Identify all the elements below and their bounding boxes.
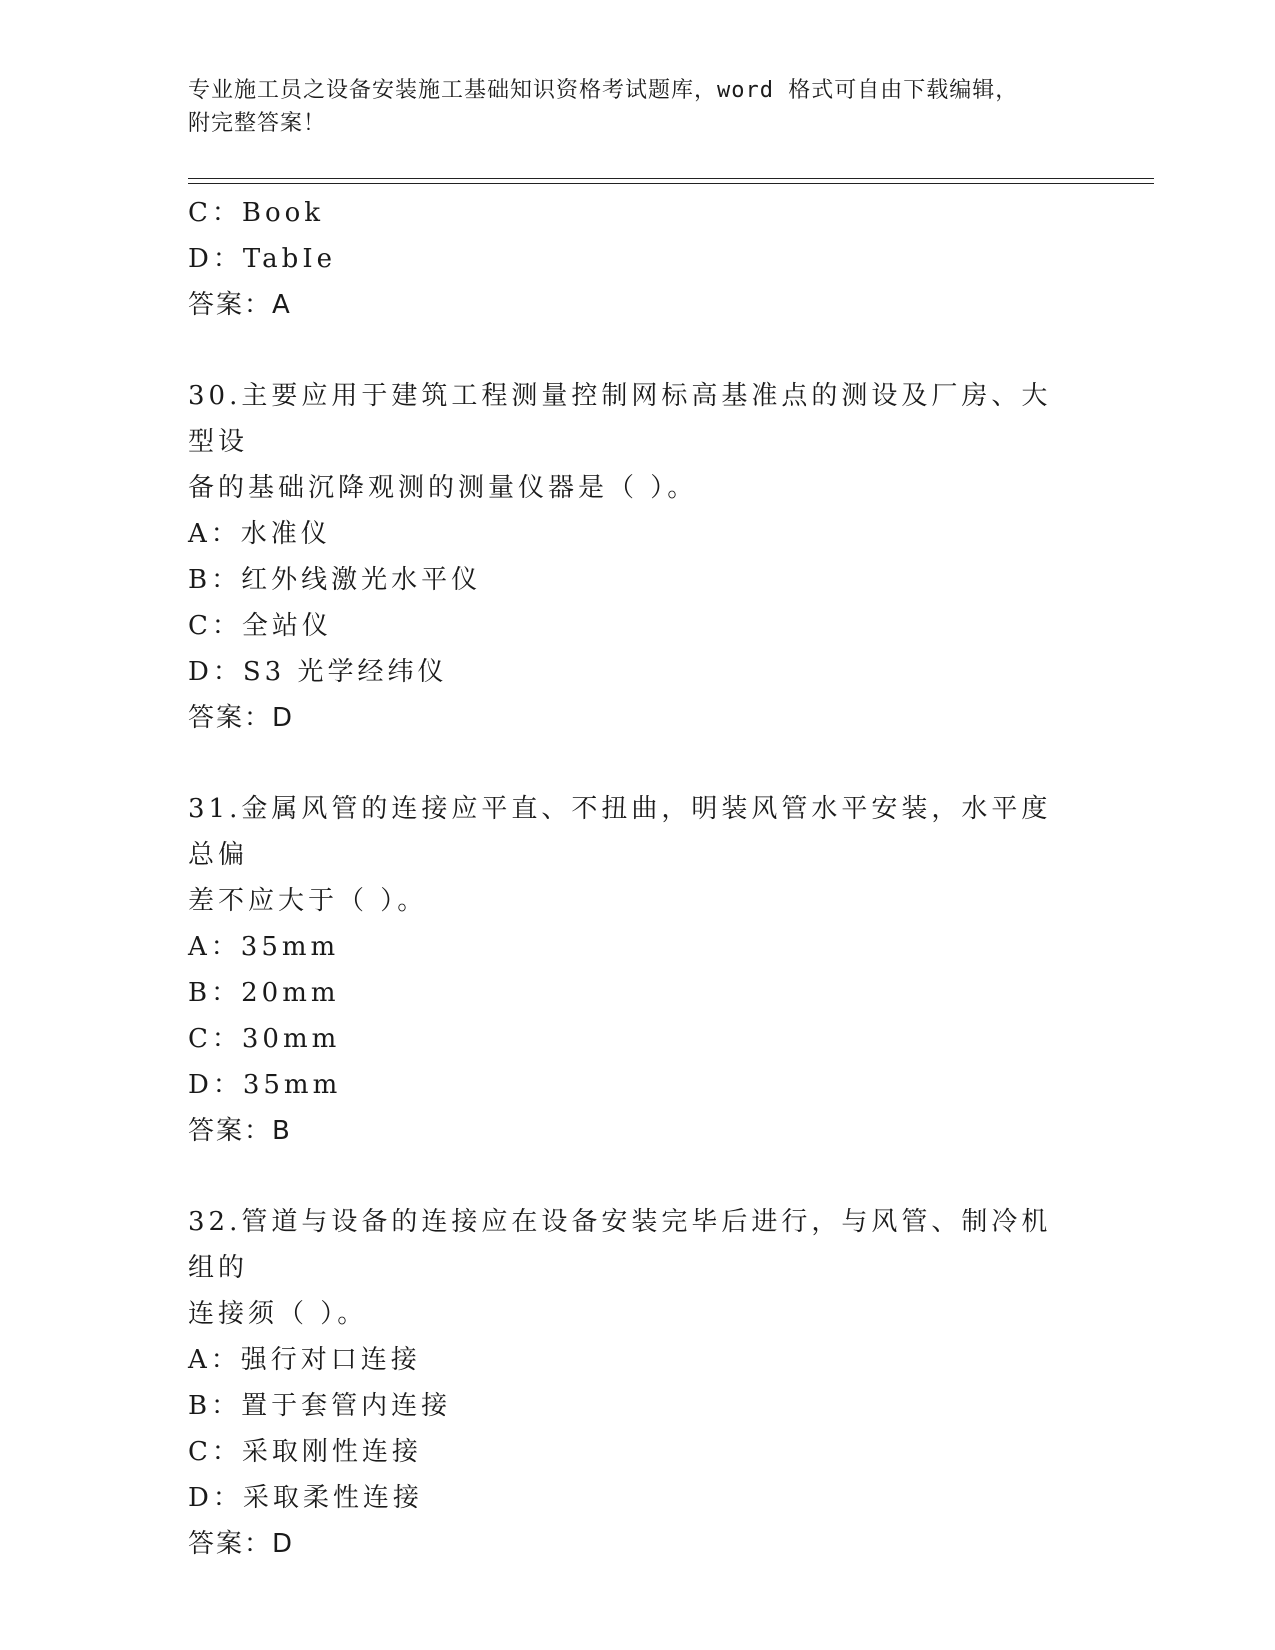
option-d: D：采取柔性连接 [188, 1483, 423, 1513]
header-line-1: 专业施工员之设备安装施工基础知识资格考试题库，word 格式可自由下载编辑， [188, 78, 1019, 103]
option-b: B：红外线激光水平仪 [188, 565, 482, 595]
option-d: D：S3 光学经纬仪 [188, 657, 448, 687]
document-header [188, 74, 1068, 140]
option-a: A：水准仪 [188, 519, 331, 549]
option-b: B：20mm [188, 978, 340, 1008]
option-b: B：置于套管内连接 [188, 1391, 452, 1421]
header-divider-top [188, 178, 1154, 179]
question-stem-line-1: 30.主要应用于建筑工程测量控制网标高基准点的测设及厂房、大型设 [188, 381, 1052, 457]
option-d: D：TabIe [188, 244, 336, 274]
partial-question [188, 190, 1088, 328]
question-stem-line-1: 31.金属风管的连接应平直、不扭曲，明装风管水平安装，水平度总偏 [188, 794, 1052, 870]
question-32 [188, 1199, 1088, 1567]
question-list [188, 190, 1088, 1567]
answer-line: 答案：D [188, 703, 295, 733]
option-c: C：采取刚性连接 [188, 1437, 422, 1467]
option-a: A：强行对口连接 [188, 1345, 421, 1375]
question-stem-line-2: 连接须（ ）。 [188, 1299, 368, 1329]
answer-line: 答案：B [188, 1116, 292, 1146]
question-30 [188, 373, 1088, 741]
option-a: A：35mm [188, 932, 340, 962]
option-c: C：30mm [188, 1024, 341, 1054]
option-c: C：全站仪 [188, 611, 332, 641]
question-stem-line-1: 32.管道与设备的连接应在设备安装完毕后进行，与风管、制冷机组的 [188, 1207, 1052, 1283]
question-stem-line-2: 差不应大于（ ）。 [188, 886, 428, 916]
header-line-2: 附完整答案！ [188, 111, 327, 136]
answer-line: 答案：D [188, 1529, 295, 1559]
question-stem-line-2: 备的基础沉降观测的测量仪器是（ ）。 [188, 473, 698, 503]
option-d: D：35mm [188, 1070, 342, 1100]
answer-line: 答案：A [188, 290, 292, 320]
question-31 [188, 786, 1088, 1154]
option-c: C：Book [188, 198, 325, 228]
header-divider-bottom [188, 183, 1154, 184]
